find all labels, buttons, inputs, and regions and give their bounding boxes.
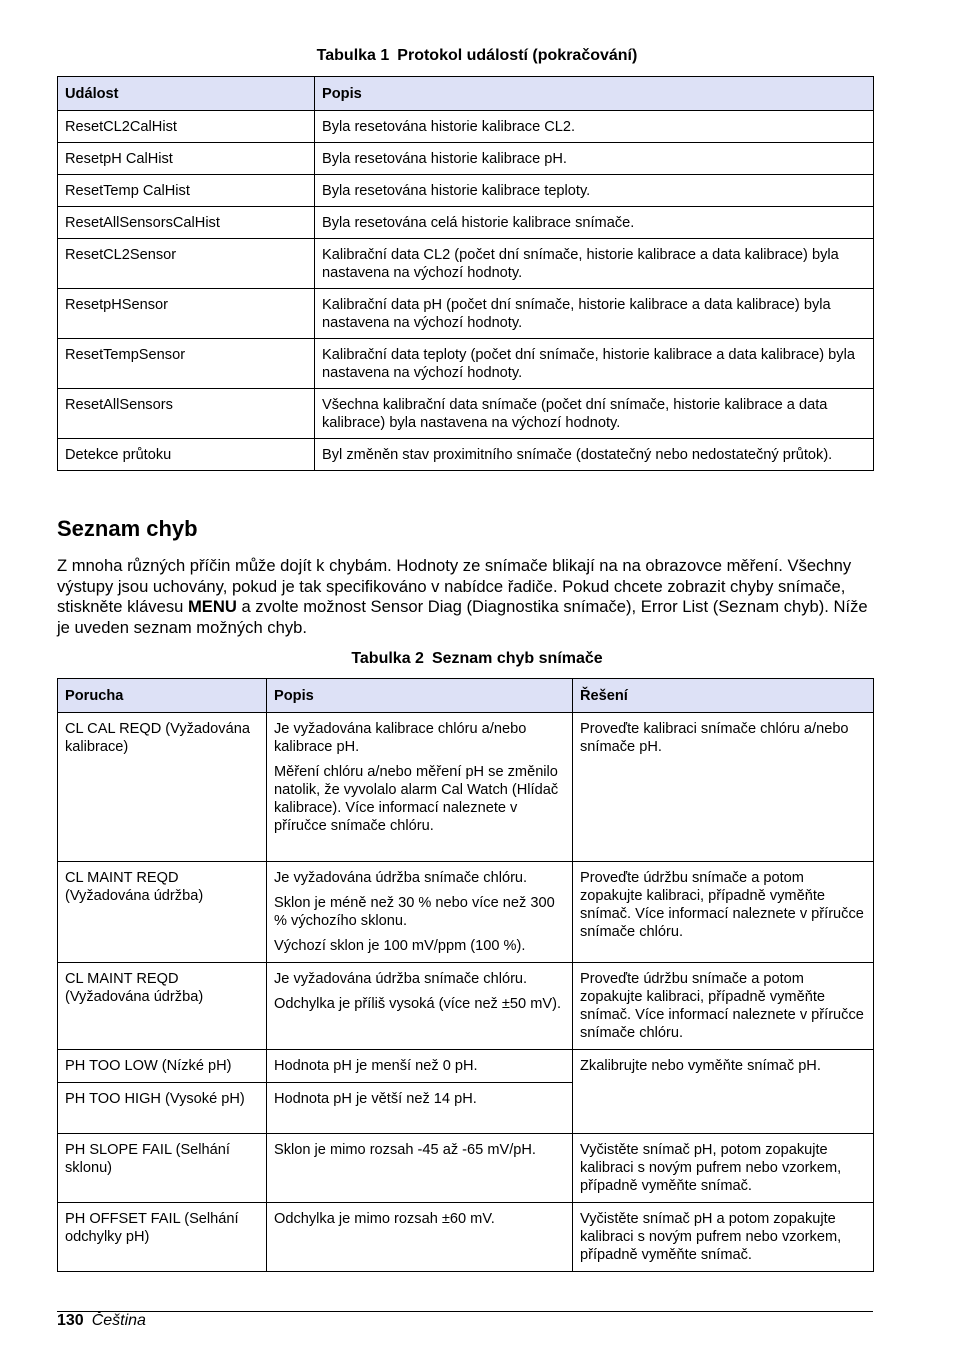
description-cell: Byla resetována celá historie kalibrace snímače. (315, 207, 874, 239)
event-cell: Detekce průtoku (58, 439, 315, 471)
section-title: Seznam chyb (57, 516, 198, 541)
description-cell (267, 1134, 573, 1203)
solution-cell: Proveďte údržbu snímače a potom zopakujte kalibraci, případně vyměňte snímač. Více informací naleznete v příručce snímače chlóru. (573, 862, 874, 963)
description-cell: Kalibrační data CL2 (počet dní snímače, historie kalibrace a data kalibrace) byla nastavena na výchozí hodnoty. (315, 239, 874, 289)
table-header-row (58, 679, 874, 713)
table2-caption-title: Seznam chyb snímače (431, 650, 603, 667)
fault-cell: CL CAL REQD (Vyžadována kalibrace) (58, 713, 267, 862)
solution-cell: Proveďte kalibraci snímače chlóru a/nebo snímače pH. (573, 713, 874, 862)
fault-cell: PH SLOPE FAIL (Selhání sklonu) (58, 1134, 267, 1203)
description-cell: Kalibrační data teploty (počet dní snímače, historie kalibrace a data kalibrace) byla nastavena na výchozí hodnoty. (315, 339, 874, 389)
fault-cell: PH TOO HIGH (Vysoké pH) (58, 1083, 267, 1134)
column-header-description: Popis (315, 77, 874, 111)
fault-cell: CL MAINT REQD (Vyžadována údržba) (58, 862, 267, 963)
description-paragraph: Hodnota pH je menší než 0 pH. (274, 1058, 478, 1074)
table1-caption-label: Tabulka 1 (316, 47, 390, 64)
description-paragraph: Měření chlóru a/nebo měření pH se změnilo natolik, že vyvolalo alarm Cal Watch (Hlídač kalibrace). Více informací naleznete v příručce snímače chlóru. (274, 764, 559, 834)
solution-cell: Proveďte údržbu snímače a potom zopakujte kalibraci, případně vyměňte snímač. Více informací naleznete v příručce snímače chlóru. (573, 963, 874, 1050)
intro-text-end: a zvolte možnost Sensor Diag (Diagnostika snímače), Error List (Seznam chyb). Níže je uveden seznam možných chyb. (57, 597, 868, 637)
table-row (58, 143, 874, 175)
column-header-solution: Řešení (573, 679, 874, 713)
solution-cell: Vyčistěte snímač pH a potom zopakujte kalibraci s novým pufrem nebo vzorkem, případně vyměňte snímač. (573, 1203, 874, 1272)
table-row (58, 862, 874, 963)
table2-caption (0, 650, 954, 668)
description-paragraph: Je vyžadována kalibrace chlóru a/nebo kalibrace pH. (274, 721, 527, 755)
table-row (58, 111, 874, 143)
table2-caption-label: Tabulka 2 (351, 650, 424, 667)
fault-cell: PH OFFSET FAIL (Selhání odchylky pH) (58, 1203, 267, 1272)
column-header-description: Popis (267, 679, 573, 713)
table-row (58, 1203, 874, 1272)
fault-cell: PH TOO LOW (Nízké pH) (58, 1050, 267, 1083)
section-intro (57, 556, 877, 638)
solution-cell: Vyčistěte snímač pH, potom zopakujte kalibraci s novým pufrem nebo vzorkem, případně vyměňte snímač. (573, 1134, 874, 1203)
description-cell: Všechna kalibrační data snímače (počet dní snímače, historie kalibrace a data kalibrace) byla nastavena na výchozí hodnoty. (315, 389, 874, 439)
table-row (58, 1134, 874, 1203)
table-row (58, 207, 874, 239)
solution-cell: Zkalibrujte nebo vyměňte snímač pH. (573, 1050, 874, 1134)
description-cell (267, 963, 573, 1050)
event-cell: ResetAllSensors (58, 389, 315, 439)
footer-language: Čeština (91, 1312, 146, 1329)
fault-cell: CL MAINT REQD (Vyžadována údržba) (58, 963, 267, 1050)
page-footer (57, 1312, 146, 1330)
event-cell: ResetCL2CalHist (58, 111, 315, 143)
description-paragraph: Hodnota pH je větší než 14 pH. (274, 1091, 477, 1107)
table-row (58, 1050, 874, 1083)
description-cell (267, 1050, 573, 1083)
event-cell: ResetTempSensor (58, 339, 315, 389)
description-cell: Byla resetována historie kalibrace pH. (315, 143, 874, 175)
table-row (58, 175, 874, 207)
footer-divider (57, 1311, 873, 1312)
column-header-event: Událost (58, 77, 315, 111)
event-cell: ResetAllSensorsCalHist (58, 207, 315, 239)
table-header-row (58, 77, 874, 111)
description-paragraph: Sklon je méně než 30 % nebo více než 300 % výchozího sklonu. (274, 895, 555, 929)
table-row (58, 963, 874, 1050)
description-paragraph: Sklon je mimo rozsah -45 až -65 mV/pH. (274, 1142, 536, 1158)
description-cell (267, 713, 573, 862)
event-cell: ResetpH CalHist (58, 143, 315, 175)
column-header-fault: Porucha (58, 679, 267, 713)
description-paragraph: Výchozí sklon je 100 mV/ppm (100 %). (274, 938, 526, 954)
event-log-table (57, 76, 874, 471)
description-paragraph: Je vyžadována údržba snímače chlóru. (274, 870, 528, 886)
page-number: 130 (57, 1312, 84, 1329)
description-cell (267, 862, 573, 963)
table-row (58, 713, 874, 862)
sensor-error-table (57, 678, 874, 1272)
event-cell: ResetpHSensor (58, 289, 315, 339)
table-row (58, 339, 874, 389)
intro-text-start: Z mnoha různých příčin může dojít k chybám. Hodnoty ze snímače blikají na na obrazovce měření. Všechny výstupy jsou uchovány, pokud je tak specifikováno v nabídce řadiče. Pokud chcete zobrazit chyby snímače, stiskněte klávesu (57, 556, 852, 616)
table-row (58, 439, 874, 471)
table-row (58, 389, 874, 439)
table-row (58, 239, 874, 289)
description-cell: Byla resetována historie kalibrace teploty. (315, 175, 874, 207)
description-cell: Kalibrační data pH (počet dní snímače, historie kalibrace a data kalibrace) byla nastavena na výchozí hodnoty. (315, 289, 874, 339)
table-row (58, 289, 874, 339)
description-paragraph: Je vyžadována údržba snímače chlóru. (274, 971, 528, 987)
description-cell: Byla resetována historie kalibrace CL2. (315, 111, 874, 143)
table1-caption (0, 47, 954, 65)
description-cell (267, 1203, 573, 1272)
table1-caption-title: Protokol událostí (pokračování) (397, 47, 638, 64)
description-cell (267, 1083, 573, 1134)
event-cell: ResetCL2Sensor (58, 239, 315, 289)
menu-key-label: MENU (187, 597, 237, 616)
description-cell: Byl změněn stav proximitního snímače (dostatečný nebo nedostatečný průtok). (315, 439, 874, 471)
description-paragraph: Odchylka je mimo rozsah ±60 mV. (274, 1211, 495, 1227)
event-cell: ResetTemp CalHist (58, 175, 315, 207)
description-paragraph: Odchylka je příliš vysoká (více než ±50 mV). (274, 996, 562, 1012)
